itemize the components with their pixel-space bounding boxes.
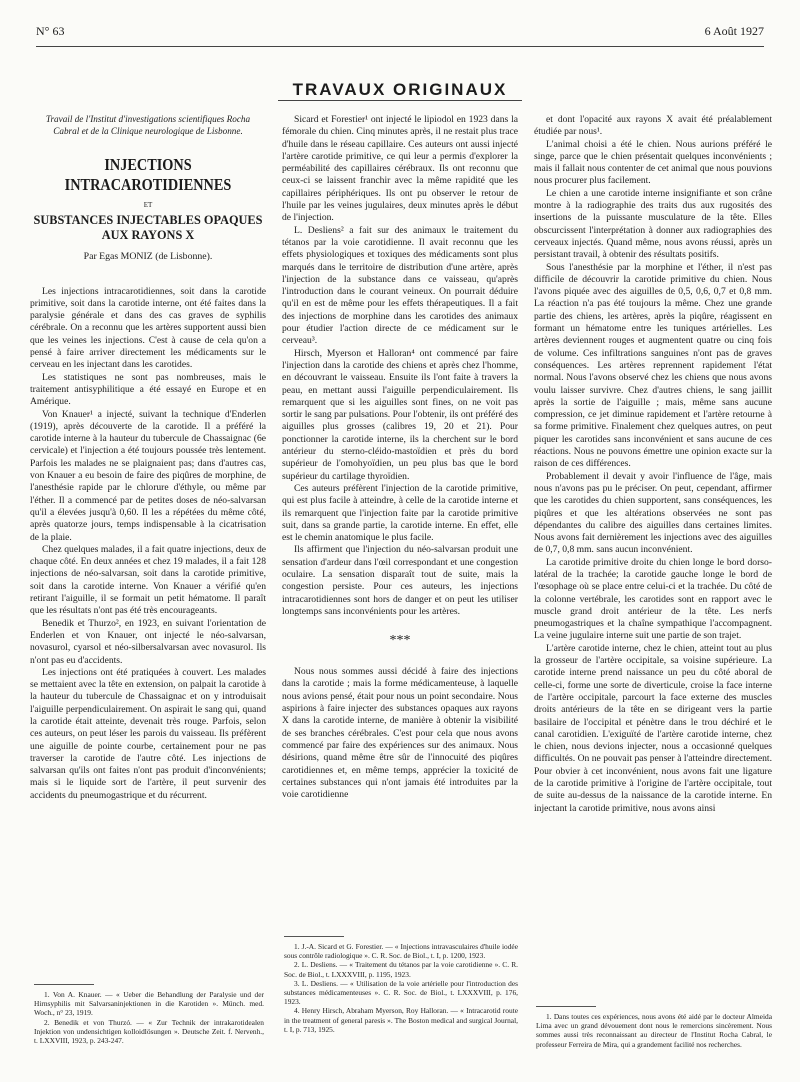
section-rule [278, 100, 522, 101]
paragraph: 3. L. Desliens. — « Utilisation de la voie artérielle pour l'introduction des substances médicamenteuses ». C. R. Soc. de Biol., t. LXXXVIII, p. 176, 1923. [284, 978, 518, 1007]
paragraph: Probablement il devait y avoir l'influence de l'âge, mais nous n'avons pas pu le préciser. On peut, cependant, affirmer que les carotides du chien supportent, sans conséquences, les piqûres et que les altérations observées ne sont pas dépendantes du calibre des aiguilles dans certaines limites. Nous avons fait dernièrement les injections avec des aiguilles de 0,7, 0,8 mm. sans aucun inconvénient. [534, 470, 772, 556]
paragraph: Nous nous sommes aussi décidé à faire des injections dans la carotide ; mais la forme médicamenteuse, à laquelle nous avions pensé, était pour nous un point secondaire. Nous aspirions à faire injecter des substances opaques aux rayons X dans la carotide interne, de manière à obtenir la visibilité de ses branches cérébrales. C'est pour cela que nous avons commencé par faire des expériences sur des animaux. Nous désirions, quand même être sûr de l'innocuité des piqûres carotidiennes et, en même temps, apprécier la toxicité de certaines substances qui n'ont jamais été introduites par la voie carotidienne [282, 666, 518, 801]
footnotes-column-3 [536, 1012, 772, 1049]
footnote-rule-3 [536, 1006, 596, 1007]
column-3-body [534, 114, 772, 815]
paragraph: 1. Dans toutes ces expériences, nous avons été aidé par le docteur Almeida Lima avec un grand dévouement dont nous le remercions sincèrement. Nous sommes aussi très reconnaissant au directeur de l'Institut Rocha Cabral, le professeur Ferreira de Mira, qui a grandement facilité nos recherches. [536, 1012, 772, 1049]
paragraph: Hirsch, Myerson et Halloran⁴ ont commencé par faire l'injection dans la carotide des chiens et après chez l'homme, en découvrant le vaisseau. Ensuite ils l'ont faite à travers la peau, en mettant aussi l'aiguille perpendiculairement. Ils remarquent que si les aiguilles sont fines, on ne voit pas sortir le sang par pulsations. Pour l'obtenir, ils ont préféré des aiguilles plus grosses (calibres 19, 20 et 21). Pour ponctionner la carotide interne, ils la cherchent sur le bord antérieur du sterno-cléido-mastoïdien et près du bord supérieur de l'omohyoïdien, un peu plus bas que le bord supérieur du cartilage thyroïdien. [282, 347, 518, 482]
paragraph: L'animal choisi a été le chien. Nous aurions préféré le singe, parce que le chien présentait quelques inconvénients ; mais il fallait nous contenter de cet animal que nous pouvions nous procurer plus facilement. [534, 138, 772, 187]
title-line-2: INTRACAROTIDIENNES [64, 175, 232, 194]
paragraph: 2. L. Desliens. — « Traitement du tétanos par la voie carotidienne ». C. R. Soc. de Biol., t. LXXXVIII, p. 1195, 1923. [284, 960, 518, 979]
institution-note: Travail de l'Institut d'investigations scientifiques Rocha Cabral et de la Clinique neurologique de Lisbonne. [45, 114, 251, 136]
paragraph: La carotide primitive droite du chien longe le bord dorso-latéral de la trachée; la carotide gauche longe le bord de l'œsophage où se place entre celui-ci et la trachée. Du côté de la colonne vertébrale, les carotides sont en rapport avec le muscle grand droit antérieur de la tête. Les nerfs pneumogastriques et la chaîne sympathique l'accompagnent. La veine jugulaire interne suit une partie de son trajet. [534, 556, 772, 642]
paragraph: Sicard et Forestier¹ ont injecté le lipiodol en 1923 dans la fémorale du chien. Cinq minutes après, il ne restait plus trace d'huile dans le réseau capillaire. Ces auteurs ont aussi injecté l'artère carotide primitive, ce qui leur a permis d'explorer la perméabilité des capillaires cérébraux. Ils ont reconnu que ceux-ci se laissent franchir avec la même rapidité que les capillaires périphériques. Ils ont pu observer le retour de l'huile par les veines jugulaires, deux minutes après le début de l'injection. [282, 114, 518, 224]
column-2-body-b [282, 666, 518, 801]
paragraph: 4. Henry Hirsch, Abraham Myerson, Roy Halloran. — « Intracarotid route in the treatment of general paresis ». The Boston medical and surgical Journal, t. I, p. 713, 1925. [284, 1006, 518, 1034]
footnote-rule-1 [34, 984, 94, 985]
paragraph: 1. Von A. Knauer. — « Ueber die Behandlung der Paralysie und der Hirnsyphilis mit Salvarsaninjektionen in die Karotiden ». Münch. med. Woch., n° 23, 1919. [34, 990, 264, 1018]
column-1-body [30, 286, 266, 802]
issue-date: 6 Août 1927 [704, 24, 764, 38]
paragraph: Chez quelques malades, il a fait quatre injections, deux de chaque côté. En deux années et chez 19 malades, il a fait 128 injections de néo-salvarsan, soit dans la carotide primitive, soit dans la carotide interne. Von Knauer a vérifié qu'en retirant l'aiguille, il se formait un petit hématome. Il paraît que les résultats n'ont pas été très encourageants. [30, 543, 266, 617]
paragraph: Ils affirment que l'injection du néo-salvarsan produit une sensation d'ardeur dans l'œil correspondant et une congestion oculaire. La sensation disparaît tout de suite, mais la congestion persiste. Pour ces auteurs, les injections intracarotidiennes sont hors de danger et on peut les utiliser longtemps sans inconvénients pour les artères. [282, 544, 518, 617]
paragraph: Benedik et Thurzo², en 1923, en suivant l'orientation de Enderlen et von Knauer, ont injecté le néo-salvarsan, novasurol, cyarsol et néo-silbersalvarsan avec novasurol. Ils n'ont pas eu d'accidents. [30, 617, 266, 666]
paragraph: Les statistiques ne sont pas nombreuses, mais le traitement antisyphilitique a été essayé en Europe et en Amérique. [30, 371, 266, 408]
paragraph: Le chien a une carotide interne insignifiante et son crâne montre à la radiographie des traits dus aux rugosités des insertions de la puissante musculature de la tête. Elles obscurcissent l'interprétation à donner aux radiographies des cerveaux injectés. Quand même, nous avons réussi, après un persistant travail, à obtenir des résultats positifs. [534, 187, 772, 261]
title-conjunction: ET [143, 201, 153, 209]
paragraph: 1. J.-A. Sicard et G. Forestier. — « Injections intravasculaires d'huile iodée sous contrôle radiologique ». C. R. Soc. de Biol., t. I, p. 1200, 1923. [284, 942, 518, 961]
author-line: Par Egas MONIZ (de Lisbonne). [83, 251, 213, 263]
section-title: TRAVAUX ORIGINAUX [292, 80, 508, 99]
header-rule [36, 46, 764, 47]
column-2 [282, 114, 518, 801]
paragraph: Sous l'anesthésie par la morphine et l'éther, il n'est pas difficile de découvrir la carotide primitive du chien. Nous l'avons piquée avec des aiguilles de 0,5, 0,6, 0,7 et 0,8 mm. La réaction n'a pas été toujours la même. Chez une grande partie des chiens, les artères, après la piqûre, réagissent en formant un hématome entre les tuniques artérielles. Les artères deviennent rouges et augmentent quatre ou cinq fois de volume. Ces infiltrations sanguines n'ont pas de graves conséquences. Les artères reprennent rapidement l'état normal. Nous l'avons observé chez les chiens que nous avons voulu laisser survivre. Chez d'autres chiens, le sang jaillit après la sortie de l'aiguille ; mais, même sans aucune compression, ce jet diminue rapidement et l'artère retourne à sa forme primitive. Finalement chez quelques autres, on peut piquer les carotides sans inconvénient et sans aucune de ces réactions. Nous ne pouvons émettre une opinion exacte sur la raison de ces différences. [534, 261, 772, 470]
paragraph: Les injections ont été pratiquées à couvert. Les malades se mettaient avec la tête en extension, on palpait la carotide à la hauteur du tubercule de Chassaignac et on y introduisait l'aiguille perpendiculairement. On aspirait le sang qui, quand la carotide était atteinte, devenait très rouge. Parfois, selon ces auteurs, on peut léser les parois du vaisseau. Ils préfèrent une aiguille de pointe courbe, certainement pour ne pas traverser la carotide de l'autre côté. Les injections de salvarsan qu'ils ont faites n'ont pas produit d'inconvénients; mais si le liquide sort de l'artère, il peut survenir des accidents du pneumogastrique et du récurrent. [30, 666, 266, 801]
paragraph: Ces auteurs préfèrent l'injection de la carotide primitive, qui est plus facile à atteindre, à celle de la carotide interne et ils remarquent que l'injection faite par la carotide primitive suit, dans sa grande partie, la carotide interne. En effet, elle est le chemin anatomique le plus facile. [282, 482, 518, 544]
paragraph: et dont l'opacité aux rayons X avait été préalablement étudiée par nous¹. [534, 114, 772, 138]
column-1 [30, 114, 266, 802]
footnotes-column-2 [284, 942, 518, 1034]
footnotes-column-1 [34, 990, 264, 1045]
column-3 [534, 114, 772, 815]
paragraph: Les injections intracarotidiennes, soit dans la carotide primitive, soit dans la carotide interne, ont été faites dans la paralysie générale et dans des cas graves de syphilis cérébrale. On a reconnu que les artères supportent aussi bien que les veines les injections. C'est à cause de cela qu'on a pensé à faire arriver directement les médicaments sur le cerveau en les injectant dans les carotides. [30, 285, 266, 371]
title-line-4: AUX RAYONS X [101, 228, 195, 243]
column-2-body-a [282, 114, 518, 618]
title-line-1: INJECTIONS [104, 155, 192, 174]
issue-number: N° 63 [36, 24, 65, 38]
section-separator: *** [389, 633, 411, 649]
paragraph: L'artère carotide interne, chez le chien, atteint tout au plus la grosseur de l'artère occipitale, sa voisine supérieure. La carotide interne prend naissance un peu du côté aboral de celle-ci, forme une sorte de diverticule, croise la face interne de l'artère occipitale, parcourt la face externe des muscles droits antérieurs de la tête en se dirigeant vers la partie basilaire de l'occipital et pénètre dans le trou déchiré et le canal carotidien. L'exiguïté de l'artère carotide interne, chez le chien, nous devions injecter, nous a occasionné quelques difficultés. On ne pouvait pas penser à l'atteindre directement. Pour obvier à cet inconvénient, nous avons fait une ligature de la carotide primitive à l'origine de l'artère occipitale, tout de suite au-dessus de la naissance de la carotide interne. En injectant la carotide primitive, nous avons ainsi [534, 642, 772, 814]
paragraph: Von Knauer¹ a injecté, suivant la technique d'Enderlen (1919), après découverte de la carotide. Il a préféré la carotide interne à la hauteur du tubercule de Chassaignac (6e cervicale) et l'injection a été toujours poussée très lentement. Parfois les malades ne se plaignaient pas; dans d'autres cas, von Knauer a eu besoin de faire des piqûres de morphine, de l'anesthésie rapide par le chlorure d'éthyle, ou même par l'éther. Il a commencé par de petites doses de néo-salvarsan qu'il a élevées jusqu'à 0,60. Il les a répétées du même côté, après quatorze jours, temps indispensable à la cicatrisation de la plaie. [30, 408, 266, 543]
paragraph: L. Desliens² a fait sur des animaux le traitement du tétanos par la voie carotidienne. Il avait reconnu que les effets physiologiques et toxiques des médicaments sont plus marqués dans le territoire de distribution d'une artère, après l'injection de la substance dans ce vaisseau, qu'après l'introduction dans le courant veineux. On pourrait déduire qu'il en est de même pour les effets thérapeutiques. Il a fait des injections de morphine dans les carotides des animaux pour étudier l'action directe de ce médicament sur le cerveau³. [282, 224, 518, 347]
paragraph: 2. Benedik et von Thurzó. — « Zur Technik der intrakarotidealen Injektion von undensichtigen kolloidlösungen ». Deutsche Zeit. f. Nervenh., t. LXXVIII, 1923, p. 243-247. [34, 1017, 264, 1046]
title-line-3: SUBSTANCES INJECTABLES OPAQUES [33, 213, 263, 228]
footnote-rule-2 [284, 936, 344, 937]
